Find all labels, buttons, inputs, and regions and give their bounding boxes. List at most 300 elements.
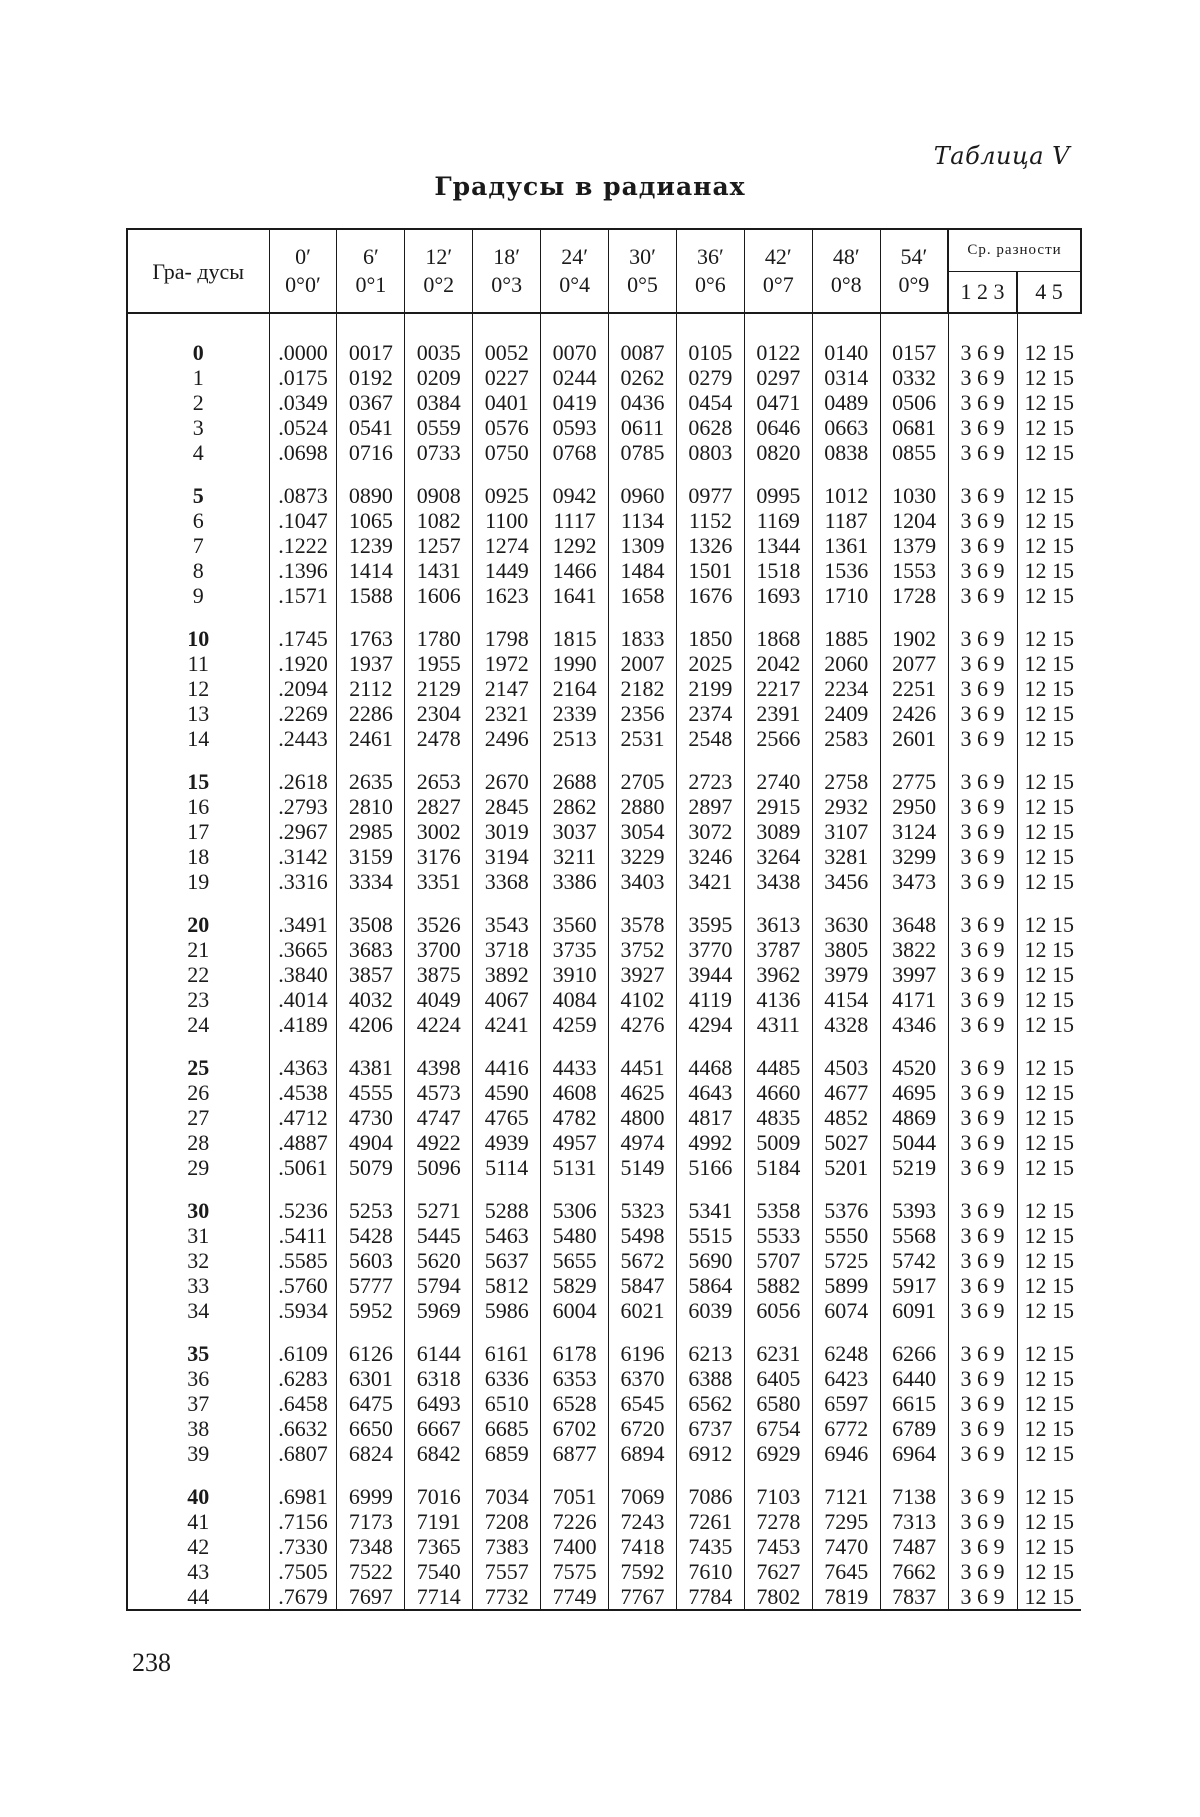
- radian-value-cell: .4014: [269, 987, 337, 1012]
- radian-value-cell: 0716: [337, 440, 405, 465]
- table-row: [127, 1273, 1081, 1298]
- radian-value-cell: 5707: [744, 1248, 812, 1273]
- diff-45-cell: 12 15: [1017, 415, 1081, 440]
- radian-value-cell: 6074: [812, 1298, 880, 1323]
- degree-cell: 5: [127, 483, 269, 508]
- degree-cell: 34: [127, 1298, 269, 1323]
- diff-45-cell: 12 15: [1017, 340, 1081, 365]
- radian-value-cell: 6720: [609, 1416, 677, 1441]
- radian-value-cell: 4590: [473, 1080, 541, 1105]
- radian-value-cell: 1239: [337, 533, 405, 558]
- radian-value-cell: .1920: [269, 651, 337, 676]
- radian-value-cell: 0559: [405, 415, 473, 440]
- table-row: [127, 1080, 1081, 1105]
- radian-value-cell: .4363: [269, 1055, 337, 1080]
- table-row: [127, 558, 1081, 583]
- radian-value-cell: 2164: [541, 676, 609, 701]
- diff-45-cell: 12 15: [1017, 1055, 1081, 1080]
- degree-cell: 12: [127, 676, 269, 701]
- radian-value-cell: 0122: [744, 340, 812, 365]
- radian-value-cell: 1676: [676, 583, 744, 608]
- radian-value-cell: 1414: [337, 558, 405, 583]
- diff-45-cell: 12 15: [1017, 1484, 1081, 1509]
- radian-value-cell: 6894: [609, 1441, 677, 1466]
- degrees-to-radians-table: [126, 228, 1082, 1611]
- radian-value-cell: 2723: [676, 769, 744, 794]
- radian-value-cell: 2356: [609, 701, 677, 726]
- radian-value-cell: 5620: [405, 1248, 473, 1273]
- group-spacer: [127, 751, 1081, 769]
- radian-value-cell: 2758: [812, 769, 880, 794]
- radian-value-cell: .6109: [269, 1341, 337, 1366]
- degree-cell: 23: [127, 987, 269, 1012]
- table-row: [127, 1055, 1081, 1080]
- radian-value-cell: 6039: [676, 1298, 744, 1323]
- radian-value-cell: 0838: [812, 440, 880, 465]
- diff-123-cell: 3 6 9: [948, 508, 1017, 533]
- diff-123-cell: 3 6 9: [948, 844, 1017, 869]
- radian-value-cell: 2339: [541, 701, 609, 726]
- table-row: [127, 1416, 1081, 1441]
- radian-value-cell: 6842: [405, 1441, 473, 1466]
- degree-cell: 44: [127, 1584, 269, 1610]
- diff-123-cell: 3 6 9: [948, 869, 1017, 894]
- diff-123-cell: 3 6 9: [948, 1080, 1017, 1105]
- radian-value-cell: 2740: [744, 769, 812, 794]
- diff-123-cell: 3 6 9: [948, 1248, 1017, 1273]
- radian-value-cell: 1518: [744, 558, 812, 583]
- degree-cell: 16: [127, 794, 269, 819]
- radian-value-cell: 4835: [744, 1105, 812, 1130]
- radian-value-cell: 6126: [337, 1341, 405, 1366]
- radian-value-cell: 6370: [609, 1366, 677, 1391]
- radian-value-cell: 6528: [541, 1391, 609, 1416]
- radian-value-cell: 5445: [405, 1223, 473, 1248]
- radian-value-cell: 4695: [880, 1080, 948, 1105]
- decimal-degrees-label: 0°5: [609, 271, 676, 299]
- radian-value-cell: 0401: [473, 390, 541, 415]
- radian-value-cell: 6580: [744, 1391, 812, 1416]
- diff-123-cell: 3 6 9: [948, 1484, 1017, 1509]
- radian-value-cell: 5131: [541, 1155, 609, 1180]
- radian-value-cell: 0890: [337, 483, 405, 508]
- radian-value-cell: 0925: [473, 483, 541, 508]
- radian-value-cell: 1693: [744, 583, 812, 608]
- radian-value-cell: 6336: [473, 1366, 541, 1391]
- radian-value-cell: 1588: [337, 583, 405, 608]
- decimal-degrees-label: 0°0′: [270, 271, 337, 299]
- radian-value-cell: 3124: [880, 819, 948, 844]
- radian-value-cell: 4346: [880, 1012, 948, 1037]
- radian-value-cell: 5812: [473, 1273, 541, 1298]
- radian-value-cell: 4555: [337, 1080, 405, 1105]
- degree-cell: 11: [127, 651, 269, 676]
- radian-value-cell: 5603: [337, 1248, 405, 1273]
- radian-value-cell: 5323: [609, 1198, 677, 1223]
- degree-cell: 42: [127, 1534, 269, 1559]
- table-row: [127, 508, 1081, 533]
- degree-cell: 37: [127, 1391, 269, 1416]
- minutes-column-header: [744, 229, 812, 313]
- radian-value-cell: .6458: [269, 1391, 337, 1416]
- radian-value-cell: .4712: [269, 1105, 337, 1130]
- diff-123-cell: 3 6 9: [948, 726, 1017, 751]
- radian-value-cell: 1012: [812, 483, 880, 508]
- radian-value-cell: 3770: [676, 937, 744, 962]
- radian-value-cell: 1030: [880, 483, 948, 508]
- diff-123-cell: 3 6 9: [948, 626, 1017, 651]
- radian-value-cell: 1815: [541, 626, 609, 651]
- radian-value-cell: 7749: [541, 1584, 609, 1610]
- group-spacer: [127, 1466, 1081, 1484]
- diff-45-cell: 12 15: [1017, 1509, 1081, 1534]
- radian-value-cell: 6510: [473, 1391, 541, 1416]
- radian-value-cell: 5096: [405, 1155, 473, 1180]
- diff-45-cell: 12 15: [1017, 726, 1081, 751]
- diff-45-cell: 12 15: [1017, 508, 1081, 533]
- radian-value-cell: 4660: [744, 1080, 812, 1105]
- diff-45-cell: 12 15: [1017, 483, 1081, 508]
- radian-value-cell: 3735: [541, 937, 609, 962]
- radian-value-cell: 1868: [744, 626, 812, 651]
- radian-value-cell: 6562: [676, 1391, 744, 1416]
- diff-45-cell: 12 15: [1017, 1273, 1081, 1298]
- radian-value-cell: 3281: [812, 844, 880, 869]
- radian-value-cell: 5009: [744, 1130, 812, 1155]
- radian-value-cell: 1623: [473, 583, 541, 608]
- degree-cell: 33: [127, 1273, 269, 1298]
- radian-value-cell: 4992: [676, 1130, 744, 1155]
- radian-value-cell: 5358: [744, 1198, 812, 1223]
- radian-value-cell: 2601: [880, 726, 948, 751]
- radian-value-cell: 2688: [541, 769, 609, 794]
- table-row: [127, 1559, 1081, 1584]
- degree-cell: 10: [127, 626, 269, 651]
- diff-123-cell: 3 6 9: [948, 794, 1017, 819]
- radian-value-cell: 3438: [744, 869, 812, 894]
- radian-value-cell: 3962: [744, 962, 812, 987]
- degree-cell: 31: [127, 1223, 269, 1248]
- radian-value-cell: 1902: [880, 626, 948, 651]
- minutes-label: 36′: [677, 243, 744, 271]
- radian-value-cell: 6964: [880, 1441, 948, 1466]
- radian-value-cell: 7645: [812, 1559, 880, 1584]
- radian-value-cell: 7034: [473, 1484, 541, 1509]
- radian-value-cell: 6301: [337, 1366, 405, 1391]
- radian-value-cell: 4398: [405, 1055, 473, 1080]
- diff-123-cell: 3 6 9: [948, 912, 1017, 937]
- radian-value-cell: 2897: [676, 794, 744, 819]
- diff-123-cell: 3 6 9: [948, 558, 1017, 583]
- diff-123-cell: 3 6 9: [948, 987, 1017, 1012]
- radian-value-cell: 2199: [676, 676, 744, 701]
- diff-45-cell: 12 15: [1017, 1416, 1081, 1441]
- radian-value-cell: 3264: [744, 844, 812, 869]
- diff-45-cell: 12 15: [1017, 440, 1081, 465]
- radian-value-cell: 6231: [744, 1341, 812, 1366]
- radian-value-cell: 2985: [337, 819, 405, 844]
- radian-value-cell: 2391: [744, 701, 812, 726]
- radian-value-cell: 0750: [473, 440, 541, 465]
- radian-value-cell: 5742: [880, 1248, 948, 1273]
- radian-value-cell: 0646: [744, 415, 812, 440]
- radian-value-cell: 0384: [405, 390, 473, 415]
- radian-value-cell: 7278: [744, 1509, 812, 1534]
- radian-value-cell: 0977: [676, 483, 744, 508]
- radian-value-cell: 6405: [744, 1366, 812, 1391]
- minutes-label: 0′: [270, 243, 337, 271]
- table-row: [127, 987, 1081, 1012]
- radian-value-cell: 2112: [337, 676, 405, 701]
- radian-value-cell: 4625: [609, 1080, 677, 1105]
- radian-value-cell: 3718: [473, 937, 541, 962]
- radian-value-cell: 2251: [880, 676, 948, 701]
- radian-value-cell: 1501: [676, 558, 744, 583]
- table-row: [127, 844, 1081, 869]
- radian-value-cell: 4206: [337, 1012, 405, 1037]
- degree-cell: 14: [127, 726, 269, 751]
- radian-value-cell: 3543: [473, 912, 541, 937]
- decimal-degrees-label: 0°9: [881, 271, 947, 299]
- radian-value-cell: 0332: [880, 365, 948, 390]
- minutes-column-header: [880, 229, 948, 313]
- radian-value-cell: 4869: [880, 1105, 948, 1130]
- decimal-degrees-label: 0°2: [405, 271, 472, 299]
- radian-value-cell: 5568: [880, 1223, 948, 1248]
- minutes-column-header: [541, 229, 609, 313]
- diff-45-cell: 12 15: [1017, 1441, 1081, 1466]
- radian-value-cell: 2880: [609, 794, 677, 819]
- diff-45-cell: 12 15: [1017, 365, 1081, 390]
- degree-cell: 4: [127, 440, 269, 465]
- diff-45-cell: 12 15: [1017, 1391, 1081, 1416]
- radian-value-cell: 6877: [541, 1441, 609, 1466]
- radian-value-cell: 2461: [337, 726, 405, 751]
- diff-45-cell: 12 15: [1017, 583, 1081, 608]
- degree-cell: 13: [127, 701, 269, 726]
- degree-cell: 1: [127, 365, 269, 390]
- radian-value-cell: 5253: [337, 1198, 405, 1223]
- radian-value-cell: 3944: [676, 962, 744, 987]
- radian-value-cell: 1379: [880, 533, 948, 558]
- table-row: [127, 483, 1081, 508]
- decimal-degrees-label: 0°1: [337, 271, 404, 299]
- degree-cell: 15: [127, 769, 269, 794]
- minutes-column-header: [473, 229, 541, 313]
- diff-123-cell: 3 6 9: [948, 1105, 1017, 1130]
- radian-value-cell: 5376: [812, 1198, 880, 1223]
- radian-value-cell: 6912: [676, 1441, 744, 1466]
- radian-value-cell: 3997: [880, 962, 948, 987]
- radian-value-cell: 4154: [812, 987, 880, 1012]
- radian-value-cell: 6423: [812, 1366, 880, 1391]
- radian-value-cell: 6545: [609, 1391, 677, 1416]
- degree-cell: 40: [127, 1484, 269, 1509]
- radian-value-cell: 2234: [812, 676, 880, 701]
- radian-value-cell: 0297: [744, 365, 812, 390]
- radian-value-cell: 4067: [473, 987, 541, 1012]
- radian-value-cell: 0768: [541, 440, 609, 465]
- radian-value-cell: 4259: [541, 1012, 609, 1037]
- radian-value-cell: 6667: [405, 1416, 473, 1441]
- radian-value-cell: 4939: [473, 1130, 541, 1155]
- radian-value-cell: 3875: [405, 962, 473, 987]
- radian-value-cell: 1065: [337, 508, 405, 533]
- radian-value-cell: 4730: [337, 1105, 405, 1130]
- radian-value-cell: 6353: [541, 1366, 609, 1391]
- radian-value-cell: .0873: [269, 483, 337, 508]
- radian-value-cell: 0489: [812, 390, 880, 415]
- degree-cell: 28: [127, 1130, 269, 1155]
- minutes-column-header: [609, 229, 677, 313]
- diff-123-cell: 3 6 9: [948, 1441, 1017, 1466]
- group-spacer: [127, 1180, 1081, 1198]
- radian-value-cell: 3019: [473, 819, 541, 844]
- radian-value-cell: 3054: [609, 819, 677, 844]
- radian-value-cell: 4468: [676, 1055, 744, 1080]
- radian-value-cell: 1326: [676, 533, 744, 558]
- radian-value-cell: 3560: [541, 912, 609, 937]
- diff-123-cell: 3 6 9: [948, 1223, 1017, 1248]
- radian-value-cell: 6493: [405, 1391, 473, 1416]
- radian-value-cell: 0803: [676, 440, 744, 465]
- minutes-column-header: [812, 229, 880, 313]
- diff-45-cell: 12 15: [1017, 769, 1081, 794]
- table-row: [127, 869, 1081, 894]
- radian-value-cell: 1187: [812, 508, 880, 533]
- radian-value-cell: 3752: [609, 937, 677, 962]
- radian-value-cell: 3648: [880, 912, 948, 937]
- radian-value-cell: 4974: [609, 1130, 677, 1155]
- radian-value-cell: 1641: [541, 583, 609, 608]
- radian-value-cell: 0628: [676, 415, 744, 440]
- radian-value-cell: 6999: [337, 1484, 405, 1509]
- radian-value-cell: 5079: [337, 1155, 405, 1180]
- radian-value-cell: 3526: [405, 912, 473, 937]
- radian-value-cell: 1257: [405, 533, 473, 558]
- diff-123-cell: 3 6 9: [948, 962, 1017, 987]
- radian-value-cell: 4294: [676, 1012, 744, 1037]
- radian-value-cell: 3072: [676, 819, 744, 844]
- radian-value-cell: 2583: [812, 726, 880, 751]
- table-row: [127, 1484, 1081, 1509]
- radian-value-cell: 3037: [541, 819, 609, 844]
- table-row: [127, 365, 1081, 390]
- radian-value-cell: 0820: [744, 440, 812, 465]
- radian-value-cell: 7610: [676, 1559, 744, 1584]
- radian-value-cell: 5533: [744, 1223, 812, 1248]
- radian-value-cell: 1763: [337, 626, 405, 651]
- diff-45-cell: 12 15: [1017, 651, 1081, 676]
- diff-45-cell: 12 15: [1017, 1155, 1081, 1180]
- radian-value-cell: 2915: [744, 794, 812, 819]
- radian-value-cell: 4119: [676, 987, 744, 1012]
- radian-value-cell: 1082: [405, 508, 473, 533]
- diff-45-cell: 12 15: [1017, 1198, 1081, 1223]
- diff-45-cell: 12 15: [1017, 701, 1081, 726]
- radian-value-cell: 5463: [473, 1223, 541, 1248]
- radian-value-cell: 3787: [744, 937, 812, 962]
- radian-value-cell: 5184: [744, 1155, 812, 1180]
- table-row: [127, 1248, 1081, 1273]
- diff-45-cell: 12 15: [1017, 1105, 1081, 1130]
- minutes-label: 30′: [609, 243, 676, 271]
- radian-value-cell: 3473: [880, 869, 948, 894]
- radian-value-cell: 4032: [337, 987, 405, 1012]
- radian-value-cell: 7522: [337, 1559, 405, 1584]
- radian-value-cell: 2705: [609, 769, 677, 794]
- radian-value-cell: 5428: [337, 1223, 405, 1248]
- radian-value-cell: 1990: [541, 651, 609, 676]
- radian-value-cell: 4643: [676, 1080, 744, 1105]
- radian-value-cell: 6737: [676, 1416, 744, 1441]
- degree-cell: 0: [127, 340, 269, 365]
- table-row: [127, 440, 1081, 465]
- radian-value-cell: .4887: [269, 1130, 337, 1155]
- radian-value-cell: 1431: [405, 558, 473, 583]
- radian-value-cell: 6144: [405, 1341, 473, 1366]
- radian-value-cell: 1710: [812, 583, 880, 608]
- radian-value-cell: 4328: [812, 1012, 880, 1037]
- radian-value-cell: 7400: [541, 1534, 609, 1559]
- radian-value-cell: 7487: [880, 1534, 948, 1559]
- degree-cell: 20: [127, 912, 269, 937]
- radian-value-cell: 5829: [541, 1273, 609, 1298]
- degree-cell: 41: [127, 1509, 269, 1534]
- table-row: [127, 676, 1081, 701]
- table-row: [127, 583, 1081, 608]
- radian-value-cell: 2950: [880, 794, 948, 819]
- radian-value-cell: .5585: [269, 1248, 337, 1273]
- radian-value-cell: 7767: [609, 1584, 677, 1610]
- radian-value-cell: 3683: [337, 937, 405, 962]
- degree-cell: 9: [127, 583, 269, 608]
- radian-value-cell: .2269: [269, 701, 337, 726]
- diff-45-cell: 12 15: [1017, 1248, 1081, 1273]
- table-row: [127, 415, 1081, 440]
- table-row: [127, 1341, 1081, 1366]
- radian-value-cell: 7784: [676, 1584, 744, 1610]
- table-row: [127, 651, 1081, 676]
- table-row: [127, 1366, 1081, 1391]
- diff-123-cell: 3 6 9: [948, 1155, 1017, 1180]
- diff-45-cell: 12 15: [1017, 1080, 1081, 1105]
- diff-123-cell: 3 6 9: [948, 1130, 1017, 1155]
- radian-value-cell: 1152: [676, 508, 744, 533]
- radian-value-cell: 3508: [337, 912, 405, 937]
- degree-cell: 17: [127, 819, 269, 844]
- radian-value-cell: 5288: [473, 1198, 541, 1223]
- radian-value-cell: 7069: [609, 1484, 677, 1509]
- radian-value-cell: .2094: [269, 676, 337, 701]
- radian-value-cell: 0471: [744, 390, 812, 415]
- radian-value-cell: 3822: [880, 937, 948, 962]
- radian-value-cell: 3613: [744, 912, 812, 937]
- radian-value-cell: 1361: [812, 533, 880, 558]
- diff-123-cell: 3 6 9: [948, 1509, 1017, 1534]
- radian-value-cell: 7627: [744, 1559, 812, 1584]
- radian-value-cell: 4677: [812, 1080, 880, 1105]
- radian-value-cell: .3316: [269, 869, 337, 894]
- radian-value-cell: .7505: [269, 1559, 337, 1584]
- radian-value-cell: .7330: [269, 1534, 337, 1559]
- table-row: [127, 1223, 1081, 1248]
- radian-value-cell: 3229: [609, 844, 677, 869]
- radian-value-cell: 5498: [609, 1223, 677, 1248]
- diff-123-cell: 3 6 9: [948, 1366, 1017, 1391]
- radian-value-cell: 6021: [609, 1298, 677, 1323]
- radian-value-cell: 6789: [880, 1416, 948, 1441]
